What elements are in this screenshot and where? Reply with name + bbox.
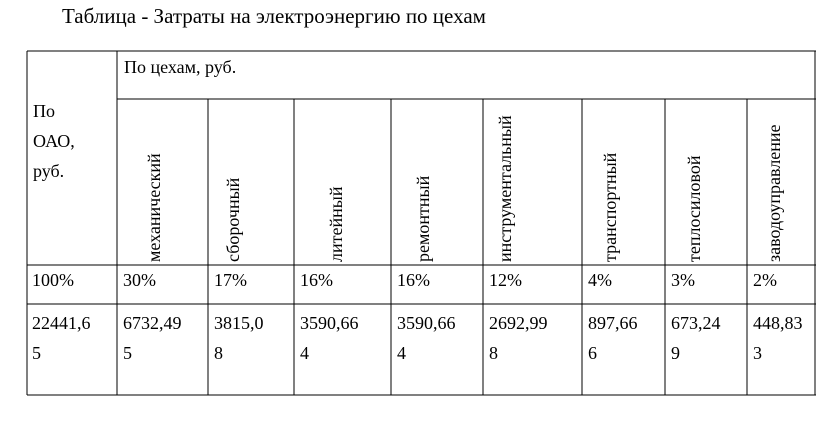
value-foundry-line-2: 4 xyxy=(300,343,309,363)
total-header-line-2: ОАО, xyxy=(33,131,75,151)
value-transport-line-1: 897,66 xyxy=(588,313,638,333)
value-tool-line-1: 2692,99 xyxy=(489,313,548,333)
percent-total: 100% xyxy=(32,270,74,290)
value-assembly-line-1: 3815,0 xyxy=(214,313,264,333)
value-heat-power-line-2: 9 xyxy=(671,343,680,363)
total-header-line-3: руб. xyxy=(33,161,65,181)
percent-foundry: 16% xyxy=(300,270,333,290)
value-total-line-2: 5 xyxy=(32,343,41,363)
value-transport xyxy=(588,308,638,368)
percent-transport: 4% xyxy=(588,270,612,290)
total-header-line-1: По xyxy=(33,101,55,121)
col-header-transport: транспортный xyxy=(600,152,620,262)
value-repair-line-2: 4 xyxy=(397,343,406,363)
percent-heat-power: 3% xyxy=(671,270,695,290)
value-mechanical xyxy=(123,308,182,368)
value-mechanical-line-2: 5 xyxy=(123,343,132,363)
value-assembly xyxy=(214,308,264,368)
value-heat-power-line-1: 673,24 xyxy=(671,313,721,333)
value-foundry-line-1: 3590,66 xyxy=(300,313,359,333)
col-header-foundry: литейный xyxy=(326,186,346,262)
value-total-line-1: 22441,6 xyxy=(32,313,91,333)
percent-repair: 16% xyxy=(397,270,430,290)
col-header-tool: инструментальный xyxy=(495,115,515,262)
percent-management: 2% xyxy=(753,270,777,290)
value-tool-line-2: 8 xyxy=(489,343,498,363)
group-header: По цехам, руб. xyxy=(124,57,237,77)
col-header-mechanical: механический xyxy=(144,153,164,262)
total-header xyxy=(33,96,75,186)
value-total xyxy=(32,308,91,368)
col-header-repair: ремонтный xyxy=(413,175,433,262)
col-header-assembly: сборочный xyxy=(223,177,243,262)
value-repair-line-1: 3590,66 xyxy=(397,313,456,333)
value-heat-power xyxy=(671,308,721,368)
percent-mechanical: 30% xyxy=(123,270,156,290)
percent-tool: 12% xyxy=(489,270,522,290)
col-header-heat-power: теплосиловой xyxy=(684,155,704,262)
value-assembly-line-2: 8 xyxy=(214,343,223,363)
percent-assembly: 17% xyxy=(214,270,247,290)
value-foundry xyxy=(300,308,359,368)
value-transport-line-2: 6 xyxy=(588,343,597,363)
table-title: Таблица - Затраты на электроэнергию по цехам xyxy=(62,4,486,28)
value-management-line-2: 3 xyxy=(753,343,762,363)
value-management xyxy=(753,308,803,368)
value-tool xyxy=(489,308,548,368)
col-header-management: заводоуправление xyxy=(764,124,784,262)
value-management-line-1: 448,83 xyxy=(753,313,803,333)
value-mechanical-line-1: 6732,49 xyxy=(123,313,182,333)
value-repair xyxy=(397,308,456,368)
